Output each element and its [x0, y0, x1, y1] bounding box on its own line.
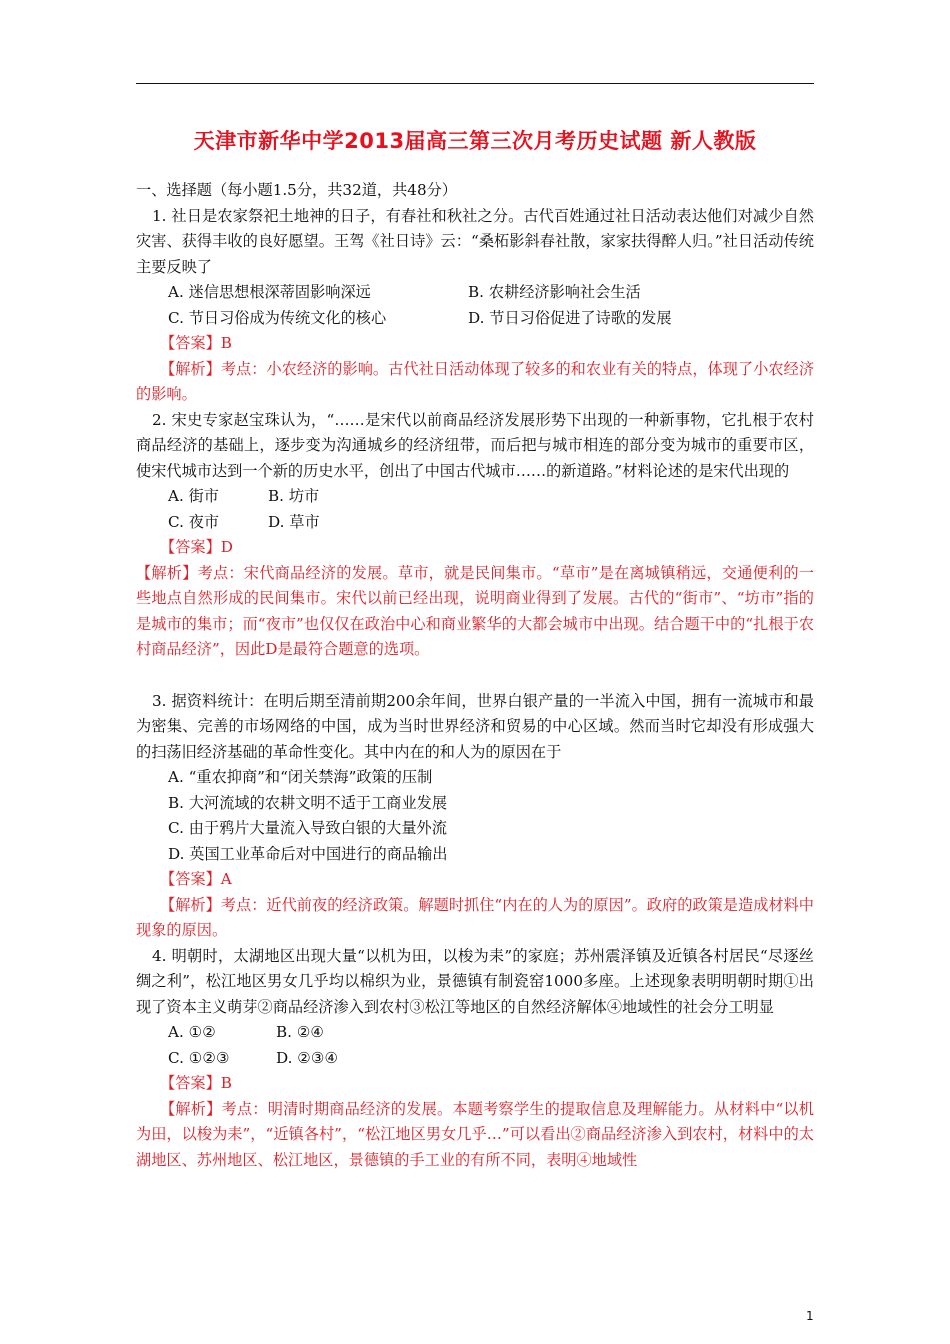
option-a: A. ①②	[168, 1023, 216, 1041]
document-body	[136, 178, 814, 1173]
page-title: 天津市新华中学2013届高三第三次月考历史试题 新人教版	[193, 129, 757, 153]
question-4-options-row-1	[136, 1020, 814, 1046]
question-3-analysis: 【解析】考点：近代前夜的经济政策。解题时抓住“内在的人为的原因”。政府的政策是造成材料中现象的原因。	[136, 895, 814, 939]
option-d: D. 草市	[268, 512, 320, 531]
question-2-options-row-1	[136, 484, 814, 510]
option-c: C. 由于鸦片大量流入导致白银的大量外流	[168, 819, 447, 837]
question-2-answer: 【答案】D	[160, 538, 233, 556]
option-c: C. 夜市	[168, 512, 220, 531]
option-a: A. “重农抑商”和“闭关禁海”政策的压制	[168, 768, 433, 786]
option-c: C. 节日习俗成为传统文化的核心	[168, 308, 387, 327]
spacer	[136, 663, 814, 689]
option-a: A. 迷信思想根深蒂固影响深远	[168, 283, 371, 301]
section-heading: 一、选择题（每小题1.5分，共32道，共48分）	[136, 181, 457, 199]
question-3-answer: 【答案】A	[160, 870, 232, 888]
option-d: D. ②③④	[276, 1048, 339, 1067]
question-2-stem: 2. 宋史专家赵宝珠认为，“……是宋代以前商品经济发展形势下出现的一种新事物，它扎根于农村商品经济的基础上，逐步变为沟通城乡的经济纽带，而后把与城市相连的部分变为城市的重要市区，使宋代城市达到一个新的历史水平，创出了中国古代城市……的新道路。”材料论述的是宋代出现的	[136, 410, 814, 480]
question-4-analysis: 【解析】考点：明清时期商品经济的发展。本题考察学生的提取信息及理解能力。从材料中“以机为田，以梭为耒”，“近镇各村”，“松江地区男女几乎…”可以看出②商品经济渗入到农村，材料中的太湖地区、苏州地区、松江地区，景德镇的手工业的有所不同，表明④地域性	[136, 1099, 814, 1169]
question-4-answer: 【答案】B	[160, 1074, 232, 1092]
question-1-options-row-1	[136, 280, 814, 306]
question-1-answer: 【答案】B	[160, 334, 232, 352]
header-rule	[136, 83, 814, 84]
question-2-analysis: 【解析】考点：宋代商品经济的发展。草市，就是民间集市。“草市”是在离城镇稍远，交通便利的一些地点自然形成的民间集市。宋代以前已经出现，说明商业得到了发展。古代的“街市”、“坊市”指的是城市的集市；而“夜市”也仅仅在政治中心和商业繁华的大都会城市中出现。结合题干中的“扎根于农村商品经济”，因此D是最符合题意的选项。	[136, 563, 814, 658]
question-4-stem: 4. 明朝时，太湖地区出现大量“以机为田，以梭为耒”的家庭；苏州震泽镇及近镇各村居民“尽逐丝绸之利”，松江地区男女几乎均以棉织为业，景德镇有制瓷窑1000多座。上述现象表明明朝时期①出现了资本主义萌芽②商品经济渗入到农村③松江等地区的自然经济解体④地域性的社会分工明显	[136, 946, 814, 1016]
option-c: C. ①②③	[168, 1048, 230, 1067]
option-b: B. 坊市	[268, 487, 320, 505]
option-a: A. 街市	[168, 487, 219, 505]
question-1-analysis: 【解析】考点：小农经济的影响。古代社日活动体现了较多的和农业有关的特点，体现了小农经济的影响。	[136, 359, 814, 403]
option-d: D. 节日习俗促进了诗歌的发展	[468, 308, 672, 327]
question-3-stem: 3. 据资料统计：在明后期至清前期200余年间，世界白银产量的一半流入中国，拥有一流城市和最为密集、完善的市场网络的中国，成为当时世界经济和贸易的中心区域。然而当时它却没有形成强大的扫荡旧经济基础的革命性变化。其中内在的和人为的原因在于	[136, 691, 814, 761]
option-b: B. 大河流域的农耕文明不适于工商业发展	[168, 793, 448, 812]
question-1-options-row-2	[136, 306, 814, 332]
option-d: D. 英国工业革命后对中国进行的商品输出	[168, 844, 448, 863]
option-b: B. 农耕经济影响社会生活	[468, 283, 641, 301]
option-b: B. ②④	[276, 1023, 325, 1041]
page-number: 1	[806, 1309, 814, 1323]
question-4-options-row-2	[136, 1046, 814, 1072]
question-2-options-row-2	[136, 510, 814, 536]
question-1-stem: 1. 社日是农家祭祀土地神的日子，有春社和秋社之分。古代百姓通过社日活动表达他们对减少自然灾害、获得丰收的良好愿望。王驾《社日诗》云：“桑柘影斜春社散，家家扶得醉人归。”社日活动传统主要反映了	[136, 206, 814, 276]
